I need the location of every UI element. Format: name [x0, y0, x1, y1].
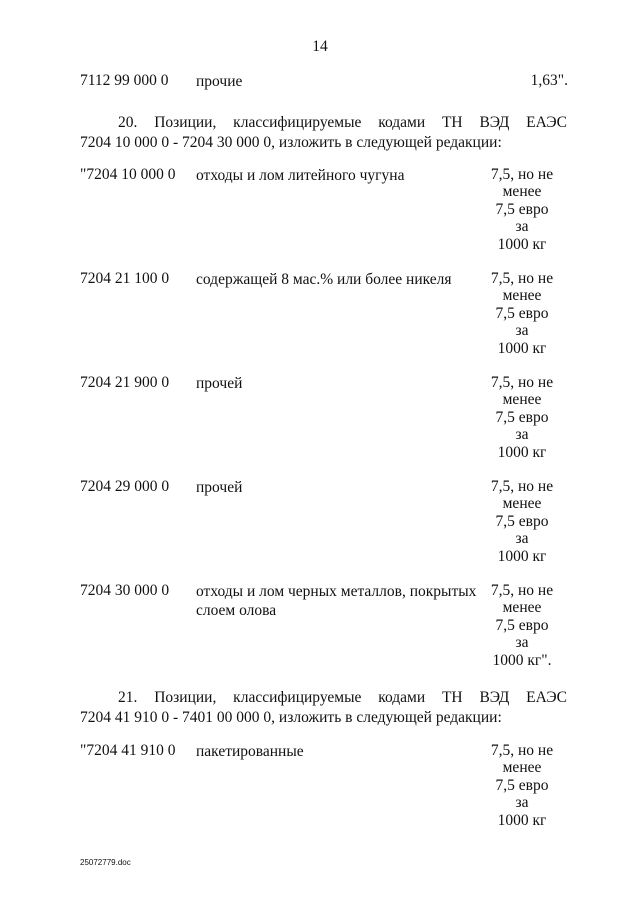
- tariff-description: прочей: [196, 479, 243, 496]
- rate-line: менее: [502, 495, 542, 513]
- tariff-description: отходы и лом черных металлов, покрытых слоем олова: [196, 583, 477, 619]
- rate-line: 7,5 евро: [495, 776, 549, 794]
- amendment-paragraph: [80, 113, 567, 153]
- rate-line: 1000 кг: [497, 547, 547, 565]
- paragraph-line: 7204 41 910 0 - 7401 00 000 0, изложить в следующей редакции:: [80, 709, 502, 726]
- rate-line: 1000 кг: [497, 235, 547, 253]
- rate-line: за: [515, 634, 529, 652]
- tariff-code: "7204 10 000 0: [80, 166, 176, 183]
- rate-line: 7,5, но не: [490, 478, 554, 495]
- rate-line: 7,5, но не: [490, 742, 554, 759]
- rate-line: менее: [502, 287, 542, 305]
- tariff-rate: [476, 270, 568, 357]
- page-number: 14: [312, 38, 328, 55]
- rate-line: 7,5 евро: [495, 408, 549, 426]
- rate-line: 7,5, но не: [490, 270, 554, 287]
- tariff-description: содержащей 8 мас.% или более никеля: [196, 271, 452, 288]
- rate-line: за: [515, 426, 529, 444]
- tariff-description: отходы и лом литейного чугуна: [196, 167, 405, 184]
- tariff-rate: [476, 478, 568, 565]
- tariff-rate: [476, 374, 568, 461]
- tariff-description: прочей: [196, 375, 243, 392]
- tariff-code: 7204 29 000 0: [80, 478, 170, 495]
- tariff-rate: 1,63".: [530, 72, 568, 89]
- rate-line: менее: [502, 599, 542, 617]
- rate-line: менее: [502, 183, 542, 201]
- rate-line: 7,5, но не: [490, 166, 554, 183]
- rate-line: 1000 кг".: [492, 651, 552, 669]
- document-filename: 25072779.doc: [80, 858, 131, 867]
- rate-line: 7,5 евро: [495, 304, 549, 322]
- rate-line: за: [515, 218, 529, 236]
- rate-line: 7,5 евро: [495, 616, 549, 634]
- rate-line: 7,5 евро: [495, 512, 549, 530]
- rate-line: за: [515, 322, 529, 340]
- rate-line: менее: [502, 759, 542, 777]
- rate-line: 7,5, но не: [490, 374, 554, 391]
- rate-line: за: [515, 530, 529, 548]
- rate-line: 1000 кг: [497, 339, 547, 357]
- tariff-code: 7204 21 100 0: [80, 270, 170, 287]
- tariff-code: "7204 41 910 0: [80, 742, 176, 759]
- rate-line: 7,5 евро: [495, 200, 549, 218]
- tariff-code: 7204 21 900 0: [80, 374, 170, 391]
- tariff-code: 7204 30 000 0: [80, 582, 170, 599]
- rate-line: за: [515, 794, 529, 812]
- rate-line: 7,5, но не: [490, 582, 554, 599]
- tariff-rate: [476, 166, 568, 253]
- tariff-rate: [476, 582, 568, 669]
- tariff-description: пакетированные: [196, 743, 304, 760]
- amendment-paragraph: [80, 688, 567, 728]
- rate-line: менее: [502, 391, 542, 409]
- rate-line: 1000 кг: [497, 443, 547, 461]
- paragraph-line: 7204 10 000 0 - 7204 30 000 0, изложить в следующей редакции:: [80, 134, 502, 151]
- tariff-code: 7112 99 000 0: [80, 72, 169, 89]
- paragraph-line: 20. Позиции, классифицируемые кодами ТН ВЭД ЕАЭС: [118, 114, 567, 131]
- tariff-rate: [476, 742, 568, 829]
- tariff-description: прочие: [196, 73, 243, 90]
- paragraph-line: 21. Позиции, классифицируемые кодами ТН ВЭД ЕАЭС: [118, 689, 567, 706]
- rate-line: 1000 кг: [497, 811, 547, 829]
